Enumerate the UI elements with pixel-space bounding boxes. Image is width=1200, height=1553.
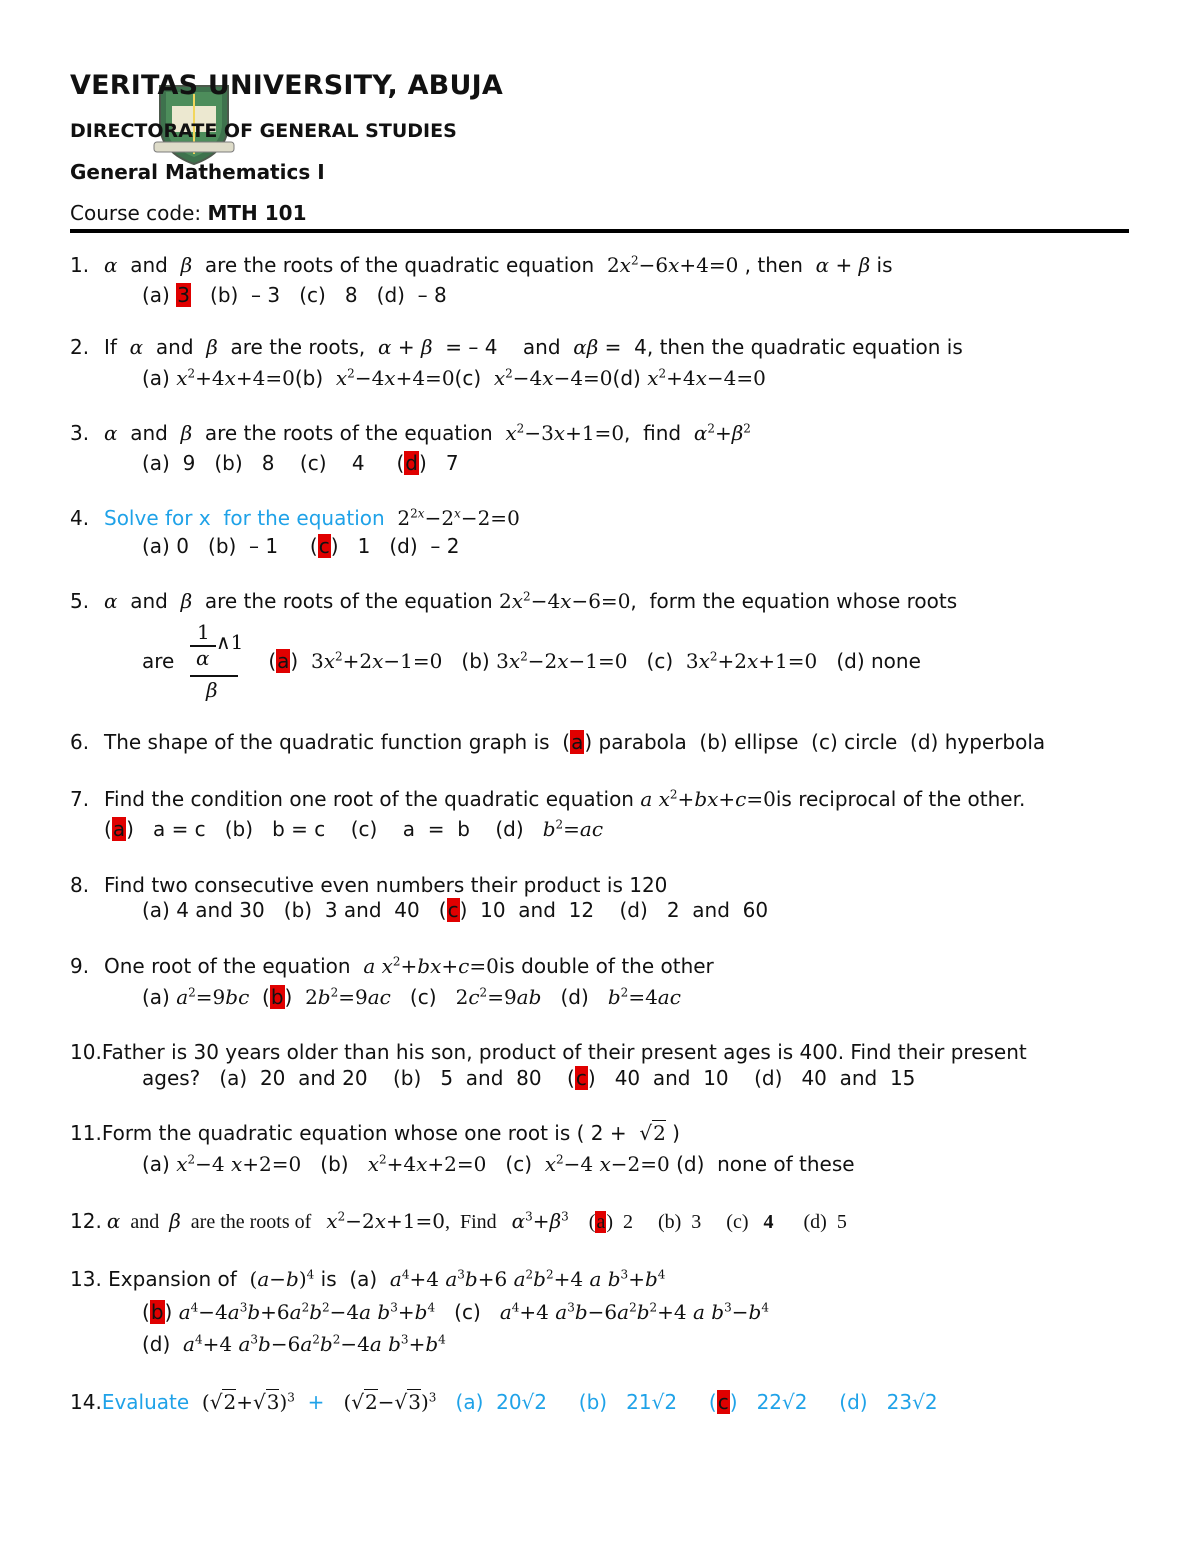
question-9: 9. One root of the equation a $x^2+bx+c=0is$ double of the other: [70, 954, 714, 978]
question-2-options: (a) $x^2+4x+4=0(b)$ $x^2-4x+4=0(c)$ $x^2-4x-4=0(d)$ $x^2+4x-4=0$: [142, 366, 766, 390]
question-13-options-b-c: (b) $a^4-4a^3b+6a^2b^2-4a$ $b^3+b^4$ (c) $a^4+4$ $a^3b-6a^2b^2+4$ a $b^3-b^4$: [142, 1300, 769, 1324]
question-8: 8. Find two consecutive even numbers their product is 120: [70, 873, 668, 897]
question-7: 7. Find the condition one root of the quadratic equation a $x^2+bx+c=0is$ reciprocal of the other.: [70, 787, 1026, 811]
question-12: 12. α and β are the roots of $x^2-2x+1=0$, Find $\alpha^3+\beta^3$ (a) 2 (b) 3 (c) 4 (d) 5: [70, 1209, 847, 1233]
question-5-options: are (a) $3x^2+2x-1=0$ (b) $3x^2-2x-1=0$ (c) $3x^2+2x+1=0$ (d) none: [142, 649, 921, 673]
question-9-options: (a) $a^2=9bc$ (b) $2b^2=9ac$ (c) $2c^2=9ab$ (d) $b^2=4ac$: [142, 985, 681, 1009]
directorate-name: DIRECTORATE OF GENERAL STUDIES: [70, 120, 457, 142]
question-10-options: ages? (a) 20 and 20 (b) 5 and 80 (c) 40 and 10 (d) 40 and 15: [142, 1066, 916, 1090]
question-5: 5. α and β are the roots of the equation $2x^2-4x-6=0$, form the equation whose roots: [70, 589, 958, 613]
question-11: 11.Form the quadratic equation whose one root is ( 2 + √2 ): [70, 1121, 680, 1145]
question-4: 4. Solve for x for the equation $2^{2x}-2^x-2=0$: [70, 506, 520, 530]
question-13-options-d: (d) $a^4+4$ $a^3b-6a^2b^2-4a$ $b^3+b^4$: [142, 1332, 446, 1356]
header-rule: [70, 229, 1129, 233]
question-3-options: (a) 9 (b) 8 (c) 4 (d) 7: [142, 451, 459, 475]
question-1-options: (a) 3 (b) – 3 (c) 8 (d) – 8: [142, 283, 447, 307]
question-7-options: (a) a = c (b) b = c (c) a = b (d) $b^2=ac$: [104, 817, 604, 841]
course-code: MTH 101: [207, 201, 307, 225]
question-8-options: (a) 4 and 30 (b) 3 and 40 (c) 10 and 12 (d) 2 and 60: [142, 898, 769, 922]
question-3: 3. α and β are the roots of the equation $x^2-3x+1=0$, find $\alpha^2+\beta^2$: [70, 421, 751, 445]
question-4-options: (a) 0 (b) – 1 (c) 1 (d) – 2: [142, 534, 460, 558]
question-10: 10.Father is 30 years older than his son, product of their present ages is 400. Find their present: [70, 1040, 1027, 1064]
question-2: 2. If α and β are the roots, α + β = – 4 and αβ = 4, then the quadratic equation is: [70, 335, 963, 359]
question-1: 1. α and β are the roots of the quadratic equation $2x^2-6x+4=0$ , then α + β is: [70, 253, 893, 277]
question-6: 6. The shape of the quadratic function graph is (a) parabola (b) ellipse (c) circle (d) hyperbola: [70, 730, 1046, 754]
course-title: General Mathematics I: [70, 160, 325, 184]
university-name: VERITAS UNIVERSITY, ABUJA: [70, 70, 503, 101]
question-11-options: (a) $x^2-4$ x+2=0 (b) $x^2+4x+2=0$ (c) $x^2-4$ x−2=0 (d) none of these: [142, 1152, 855, 1176]
course-code-line: [70, 201, 307, 225]
question-14: 14.Evaluate $(√2+√3)^3$ + $(√2-√3)^3$ (a) 20√2 (b) 21√2 (c) 22√2 (d) 23√2: [70, 1390, 938, 1414]
course-code-label: Course code:: [70, 201, 202, 225]
exam-page: VERITAS UNIVERSITY, ABUJA DIRECTORATE OF GENERAL STUDIES General Mathematics I Course code: MTH 101 1. α and β are the roots of the quadratic equation $2x^2-6x+4=0$ , then α + β is (a) 3 (b) – 3 (c) 8 (d) – 8 2. If α and β are the roots, α + β = – 4 and αβ = 4, then the quadratic equation is (a) $x^2+4x+4=0(b)$ $x^2-4x+4=0(c)$ $x^2-4x-4=0(d)$ $x^2+4x-4=0$ 3. α and β are the roots of the equation $x^2-3x+1=0$, find $\alpha^2+\beta^2$ (a) 9 (b) 8 (c) 4 (d) 7 4. Solve for x for the equation $2^{2x}-2^x-2=0$ (a) 0 (b) – 1 (c) 1 (d) – 2 5. α and β are the roots of the equation $2x^2-4x-6=0$, form the equation whose roots 1 α ∧1 β are (a) $3x^2+2x-1=0$ (b) $3x^2-2x-1=0$ (c) $3x^2+2x+1=0$ (d) none 6. The shape of the quadratic function graph is (a) parabola (b) ellipse (c) circle (d) hyperbola 7. Find the condition one root of the quadratic equation a $x^2+bx+c=0is$ reciprocal of the other. (a) a = c (b) b = c (c) a = b (d) $b^2=ac$ 8. Find two consecutive even numbers their product is 120 (a) 4 and 30 (b) 3 and 40 (c) 10 and 12 (d) 2 and 60 9. One root of the equation a $x^2+bx+c=0is$ double of the other (a) $a^2=9bc$ (b) $2b^2=9ac$ (c) $2c^2=9ab$ (d) $b^2=4ac$ 10.Father is 30 years older than his son, product of their present ages is 400. Find their present ages? (a) 20 and 20 (b) 5 and 80 (c) 40 and 10 (d) 40 and 15 11.Form the quadratic equation whose one root is ( 2 + √2 ) (a) $x^2-4$ x+2=0 (b) $x^2+4x+2=0$ (c) $x^2-4$ x−2=0 (d) none of these 12. α and β are the roots of $x^2-2x+1=0$, Find $\alpha^3+\beta^3$ (a) 2 (b) 3 (c) 4 (d) 5 13. Expansion of $(a-b)^4$ is (a) $a^4+4$ $a^3b+6$ $a^2b^2+4$ a $b^3+b^4$ (b) $a^4-4a^3b+6a^2b^2-4a$ $b^3+b^4$ (c) $a^4+4$ $a^3b-6a^2b^2+4$ a $b^3-b^4$ (d) $a^4+4$ $a^3b-6a^2b^2-4a$ $b^3+b^4$ 14.Evaluate $(√2+√3)^3$ + $(√2-√3)^3$ (a) 20√2 (b) 21√2 (c) 22√2 (d) 23√2: [0, 0, 1200, 1553]
question-13: 13. Expansion of $(a-b)^4$ is (a) $a^4+4$ $a^3b+6$ $a^2b^2+4$ a $b^3+b^4$: [70, 1267, 666, 1291]
